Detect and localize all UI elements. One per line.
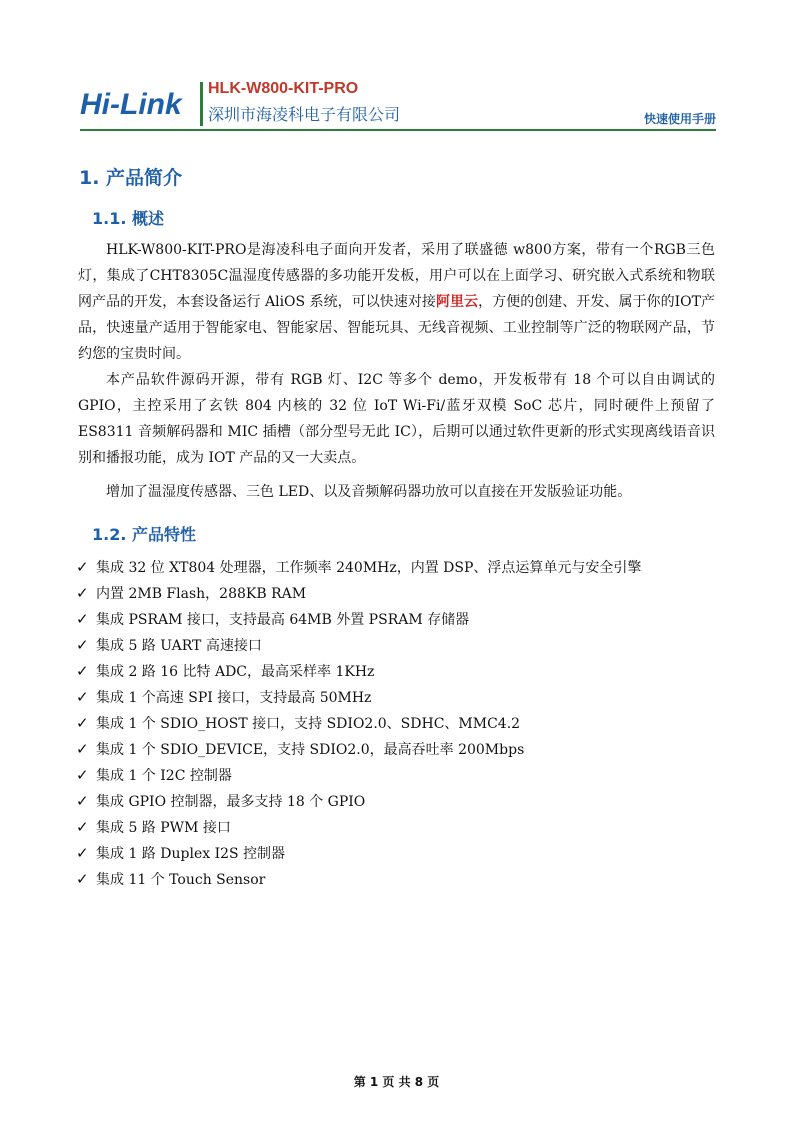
- checkmark-icon: ✓: [76, 792, 89, 810]
- checkmark-icon: ✓: [76, 818, 89, 836]
- feature-list: [76, 554, 641, 892]
- checkmark-icon: ✓: [76, 688, 89, 706]
- feature-item: [76, 840, 641, 866]
- feature-item: [76, 788, 641, 814]
- feature-text: 集成 1 个 SDIO_HOST 接口，支持 SDIO2.0、SDHC、MMC4.2: [96, 716, 521, 732]
- feature-item: [76, 606, 641, 632]
- checkmark-icon: ✓: [76, 584, 89, 602]
- overview-paragraph-3: 增加了温湿度传感器、三色 LED、以及音频解码器功放可以直接在开发版验证功能。: [106, 484, 632, 500]
- checkmark-icon: ✓: [76, 870, 89, 888]
- feature-item: [76, 580, 641, 606]
- checkmark-icon: ✓: [76, 740, 89, 758]
- checkmark-icon: ✓: [76, 766, 89, 784]
- feature-item: [76, 710, 641, 736]
- feature-item: [76, 866, 641, 892]
- header-rule: [80, 129, 716, 131]
- overview-paragraph-1: [78, 237, 715, 367]
- feature-item: [76, 736, 641, 762]
- checkmark-icon: ✓: [76, 610, 89, 628]
- feature-text: 集成 PSRAM 接口，支持最高 64MB 外置 PSRAM 存储器: [96, 612, 470, 628]
- feature-text: 集成 GPIO 控制器，最多支持 18 个 GPIO: [96, 794, 366, 810]
- hilink-logo: Hi-Link: [80, 88, 182, 121]
- page-footer: 第 1 页 共 8 页: [353, 1075, 440, 1089]
- feature-text: 集成 1 个 I2C 控制器: [96, 768, 232, 784]
- subsection-heading-overview: 1.1. 概述: [92, 209, 164, 228]
- feature-item: [76, 658, 641, 684]
- subsection-heading-features: 1.2. 产品特性: [92, 525, 196, 544]
- page-header: [80, 80, 716, 128]
- section-heading-product-intro: 1. 产品简介: [79, 167, 183, 189]
- feature-text: 集成 1 个高速 SPI 接口，支持最高 50MHz: [96, 690, 372, 706]
- feature-item: [76, 814, 641, 840]
- feature-text: 集成 5 路 UART 高速接口: [96, 638, 262, 654]
- overview-p1-text: HLK-W800-KIT-PRO是海凌科电子面向开发者，采用了联盛德 w800方案，带有一个RGB三色灯，集成了CHT8305C温湿度传感器的多功能开发板，用户可以在上面学习、研究嵌入式系统和物联网产品的开发，本套设备运行 AliOS 系统，可以快速对接: [78, 242, 715, 310]
- feature-text: 内置 2MB Flash，288KB RAM: [96, 586, 307, 602]
- aliyun-highlight: 阿里云: [435, 294, 479, 310]
- header-company-name: 深圳市海凌科电子有限公司: [208, 105, 401, 124]
- feature-item: [76, 762, 641, 788]
- header-manual-label: 快速使用手册: [643, 112, 716, 126]
- checkmark-icon: ✓: [76, 662, 89, 680]
- header-divider-bar: [200, 82, 203, 126]
- feature-text: 集成 2 路 16 比特 ADC，最高采样率 1KHz: [96, 664, 375, 680]
- header-product-name: HLK-W800-KIT-PRO: [208, 80, 359, 97]
- feature-text: 集成 32 位 XT804 处理器，工作频率 240MHz，内置 DSP、浮点运算单元与安全引擎: [96, 560, 642, 576]
- feature-text: 集成 1 个 SDIO_DEVICE，支持 SDIO2.0，最高吞吐率 200Mbps: [96, 742, 525, 758]
- feature-item: [76, 632, 641, 658]
- checkmark-icon: ✓: [76, 714, 89, 732]
- feature-item: [76, 684, 641, 710]
- overview-paragraph-2: 本产品软件源码开源，带有 RGB 灯、I2C 等多个 demo，开发板带有 18 个可以自由调试的 GPIO，主控采用了玄铁 804 内核的 32 位 IoT Wi-Fi/蓝牙双模 SoC 芯片，同时硬件上预留了 ES8311 音频解码器和 MIC 插槽（部分型号无此 IC），后期可以通过软件更新的形式实现离线语音识别和播报功能，成为 IOT 产品的又一大卖点。: [78, 372, 715, 466]
- checkmark-icon: ✓: [76, 844, 89, 862]
- feature-text: 集成 5 路 PWM 接口: [96, 820, 231, 836]
- feature-text: 集成 1 路 Duplex I2S 控制器: [96, 846, 286, 862]
- overview-p1-text-end: ，方便的创建、开发、属于你的IOT产品，快速量产适用于智能家电、智能家居、智能玩具、无线音视频、工业控制等广泛的物联网产品，节约您的宝贵时间。: [78, 294, 715, 362]
- checkmark-icon: ✓: [76, 636, 89, 654]
- feature-item: [76, 554, 641, 580]
- feature-text: 集成 11 个 Touch Sensor: [96, 872, 266, 888]
- checkmark-icon: ✓: [76, 558, 89, 576]
